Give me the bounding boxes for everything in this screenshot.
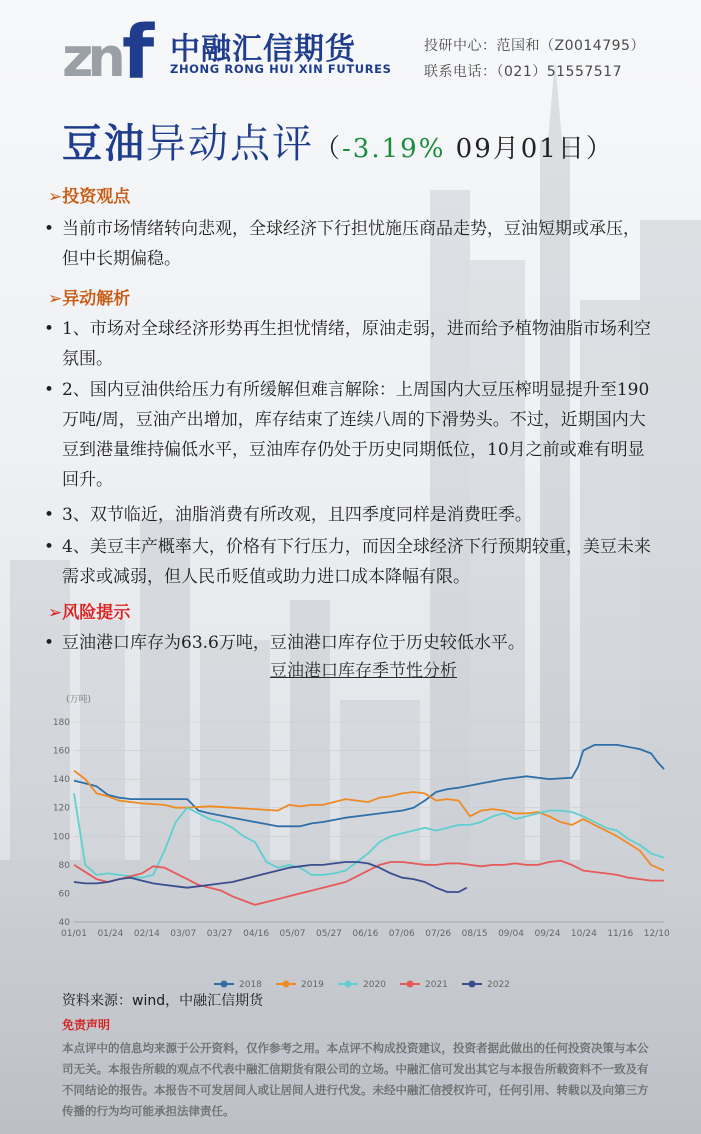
legend-label-2021: 2021	[425, 980, 448, 990]
x-tick-label: 09/24	[534, 929, 561, 939]
title-change-percent: -3.19%	[342, 134, 446, 164]
risk-text: 豆油港口库存为63.6万吨，豆油港口库存位于历史较低水平。	[62, 633, 525, 653]
page-header: zn f 中融汇信期货 ZHONG RONG HUI XIN FUTURES 投研中心：范国和（Z0014795） 联系电话：（021）51557517	[62, 10, 645, 96]
research-center-contact: 投研中心：范国和（Z0014795）	[424, 38, 645, 54]
view-paragraph	[44, 214, 656, 274]
company-name-en: ZHONG RONG HUI XIN FUTURES	[170, 62, 392, 76]
company-name-cn: 中融汇信期货	[170, 32, 356, 67]
x-tick-label: 08/15	[461, 929, 488, 939]
bullet-icon: •	[44, 219, 55, 239]
bullet-icon: •	[44, 633, 55, 653]
bullet-icon: •	[44, 380, 55, 400]
x-tick-label: 02/14	[133, 929, 160, 939]
y-unit-label: (万吨)	[66, 695, 92, 705]
x-tick-label: 04/16	[243, 929, 270, 939]
analysis-text: 2、国内豆油供给压力有所缓解但难言解除：上周国内大豆压榨明显提升至190万吨/周，豆油产出增加，库存结束了连续八周的下滑势头。不过，近期国内大豆到港量维持偏低水平，豆油库存仍处于历史同期低位，10月之前或难有明显回升。	[62, 380, 650, 490]
section-risk-title: 风险提示	[62, 603, 131, 623]
x-tick-label: 07/06	[388, 929, 415, 939]
analysis-text: 1、市场对全球经济形势再生担忧情绪，原油走弱，进而给予植物油脂市场利空氛围。	[62, 319, 651, 369]
x-tick-label: 12/10	[643, 929, 670, 939]
analysis-item	[44, 375, 656, 495]
analysis-text: 4、美豆丰产概率大，价格有下行压力，而因全球经济下行预期较重，美豆未来需求或减弱，但人民币贬值或助力进口成本降幅有限。	[62, 537, 651, 587]
series-line-2021	[74, 861, 664, 905]
inventory-seasonal-chart	[44, 682, 684, 994]
y-tick-label: 160	[52, 746, 70, 757]
title-main: 异动点评	[146, 121, 314, 167]
section-view-heading	[48, 182, 130, 207]
y-tick-label: 60	[58, 889, 70, 900]
x-tick-label: 03/07	[170, 929, 197, 939]
legend-marker-2021	[407, 981, 414, 988]
bullet-icon: •	[44, 537, 55, 557]
arrow-icon: ➢	[48, 603, 63, 623]
legend-label-2020: 2020	[363, 980, 386, 990]
x-tick-label: 01/01	[61, 929, 87, 939]
legend-label-2019: 2019	[301, 980, 324, 990]
x-tick-label: 10/24	[570, 929, 597, 939]
x-tick-label: 06/16	[352, 929, 379, 939]
disclaimer-text: 本点评中的信息均来源于公开资料，仅作参考之用。本点评不构成投资建议，投资者据此做出的任何投资决策与本公司无关。本报告所载的观点不代表中融汇信期货有限公司的立场。中融汇信可发出其它与本报告所载资料不一致及有不同结论的报告。本报告不可发居间人或让居间人进行代发。未经中融汇信授权许可，任何引用、转载以及向第三方传播的行为均可能承担法律责任。	[62, 1041, 649, 1118]
bullet-icon: •	[44, 319, 55, 339]
x-tick-label: 03/27	[206, 929, 233, 939]
section-risk-heading	[48, 598, 130, 623]
arrow-icon: ➢	[48, 187, 63, 207]
analysis-item	[44, 532, 656, 592]
view-text: 当前市场情绪转向悲观，全球经济下行担忧施压商品走势，豆油短期或承压，但中长期偏稳。	[62, 219, 640, 269]
analysis-text: 3、双节临近，油脂消费有所改观，且四季度同样是消费旺季。	[62, 505, 532, 525]
x-tick-label: 11/16	[607, 929, 634, 939]
data-source: 资料来源：wind，中融汇信期货	[62, 993, 264, 1009]
arrow-icon: ➢	[48, 289, 63, 309]
title-product: 豆油	[62, 120, 146, 167]
x-tick-label: 09/04	[498, 929, 525, 939]
y-tick-label: 120	[52, 803, 70, 814]
y-tick-label: 100	[52, 832, 70, 843]
x-tick-label: 01/24	[97, 929, 124, 939]
legend-label-2018: 2018	[239, 980, 262, 990]
title-date: 09月01日）	[445, 134, 614, 164]
phone-contact: 联系电话：（021）51557517	[424, 64, 622, 80]
legend-marker-2019	[283, 981, 290, 988]
section-analysis-heading	[48, 284, 130, 309]
title-open-paren: （	[314, 134, 343, 164]
y-tick-label: 140	[52, 775, 70, 786]
legend-marker-2018	[221, 981, 228, 988]
risk-paragraph	[44, 628, 656, 658]
legend-marker-2022	[469, 981, 476, 988]
chart-title: 豆油港口库存季节性分析	[270, 661, 457, 681]
section-view-title: 投资观点	[62, 187, 131, 207]
legend-label-2022: 2022	[487, 980, 510, 990]
legend-marker-2020	[345, 981, 352, 988]
analysis-item	[44, 314, 656, 374]
bullet-icon: •	[44, 505, 55, 525]
x-tick-label: 07/26	[425, 929, 452, 939]
analysis-item	[44, 500, 656, 530]
x-tick-label: 05/27	[315, 929, 342, 939]
section-analysis-title: 异动解析	[62, 289, 131, 309]
page-title	[62, 112, 614, 169]
y-tick-label: 80	[58, 860, 70, 871]
disclaimer-title: 免责声明	[62, 1018, 111, 1032]
y-tick-label: 40	[58, 918, 70, 928]
y-tick-label: 180	[52, 718, 70, 728]
x-tick-label: 05/07	[279, 929, 306, 939]
